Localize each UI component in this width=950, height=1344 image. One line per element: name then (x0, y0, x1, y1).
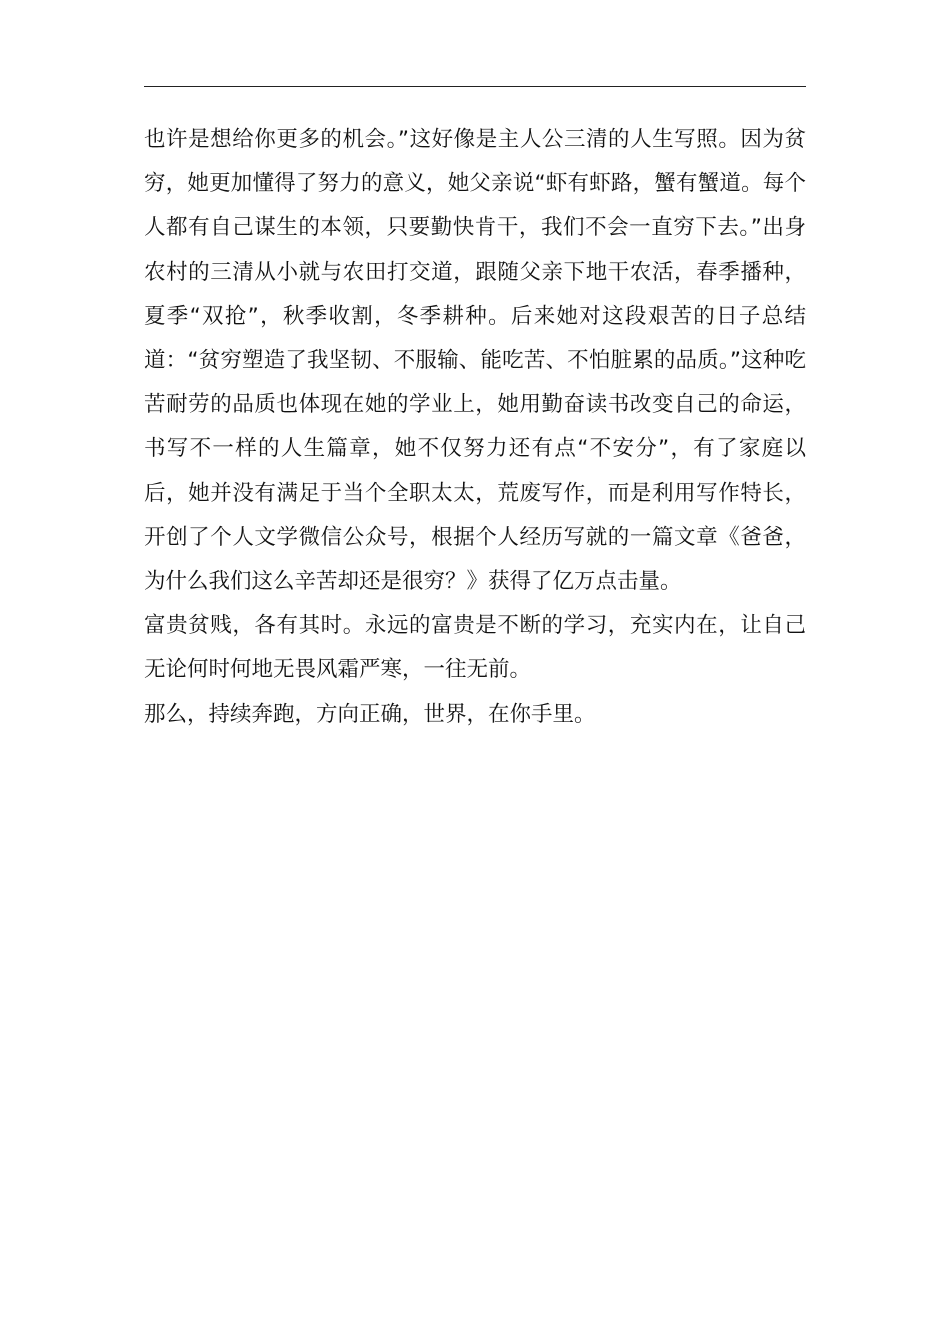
paragraph: 也许是想给你更多的机会。”这好像是主人公三清的人生写照。因为贫穷，她更加懂得了努力的意义，她父亲说“虾有虾路，蟹有蟹道。每个人都有自己谋生的本领，只要勤快肯干，我们不会一直穷下去。”出身农村的三清从小就与农田打交道，跟随父亲下地干农活，春季播种，夏季“双抢”，秋季收割，冬季耕种。后来她对这段艰苦的日子总结道：“贫穷塑造了我坚韧、不服输、能吃苦、不怕脏累的品质。”这种吃苦耐劳的品质也体现在她的学业上，她用勤奋读书改变自己的命运，书写不一样的人生篇章，她不仅努力还有点“不安分”，有了家庭以后，她并没有满足于当个全职太太，荒废写作，而是利用写作特长，开创了个人文学微信公众号，根据个人经历写就的一篇文章《爸爸，为什么我们这么辛苦却还是很穷？》获得了亿万点击量。 (144, 127, 806, 595)
paragraph: 那么，持续奔跑，方向正确，世界，在你手里。 (144, 701, 596, 727)
paragraph: 富贵贫贱，各有其时。永远的富贵是不断的学习，充实内在，让自己无论何时何地无畏风霜严寒，一往无前。 (144, 613, 806, 683)
body-text (144, 118, 806, 737)
header-rule (144, 86, 806, 87)
